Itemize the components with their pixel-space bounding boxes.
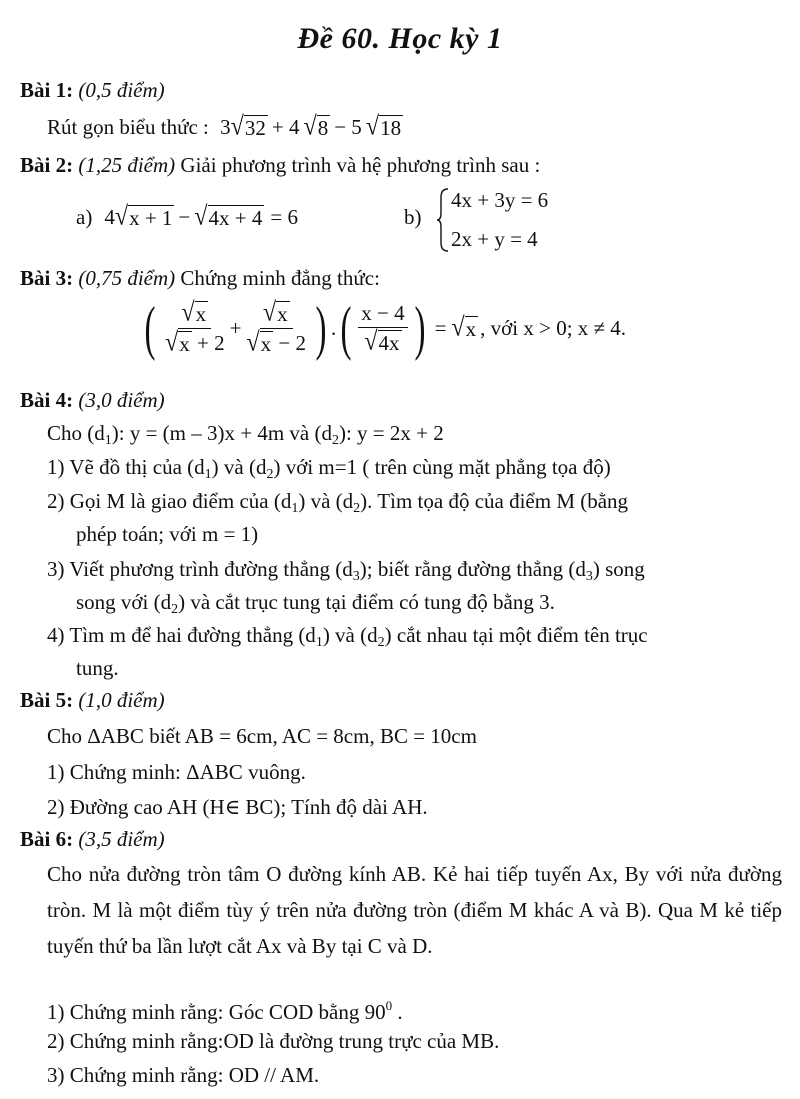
b4-label: Bài 4: xyxy=(20,388,74,412)
b1-radicand-1: 32 xyxy=(244,115,266,140)
b3-f1-den-tail: + 2 xyxy=(196,330,225,355)
b5-line-2: 1) Chứng minh: ΔABC vuông. xyxy=(47,760,306,784)
b1-text: Rút gọn biểu thức : xyxy=(47,115,209,139)
b1-op-1: + 4 xyxy=(271,115,300,139)
b4-item-2 xyxy=(47,488,782,522)
b2-part-a: a) 4 √ x + 1 − √ 4x + 4 = 6 xyxy=(76,201,298,232)
b4-item-sub: 1 xyxy=(204,467,212,482)
b3-f2-den-radicand: x xyxy=(260,331,272,356)
b3-f1-den-radicand: x xyxy=(179,331,190,356)
b3-dot: . xyxy=(331,315,337,340)
b2-header xyxy=(20,152,540,178)
b4-item-sub: 2 xyxy=(377,635,385,650)
b4-item-sub: 3 xyxy=(352,569,360,584)
b6-label: Bài 6: xyxy=(20,827,74,851)
b3-header xyxy=(20,265,380,291)
b2-b-eq2: 2x + y = 4 xyxy=(451,227,538,251)
b4-item-text: ) và (d xyxy=(298,489,354,513)
b4-item-3-cont xyxy=(76,589,555,623)
b1-op-2: − 5 xyxy=(334,115,362,139)
b4-item-sub: 1 xyxy=(291,501,299,516)
b4-item-text: ); biết rằng đường thẳng (d xyxy=(359,557,586,581)
b4-item-sub: 2 xyxy=(171,602,179,617)
b4-item-text: 1) Vẽ đồ thị của (d xyxy=(47,455,205,479)
b3-f1-num: x xyxy=(195,302,207,327)
b6-paragraph: Cho nửa đường tròn tâm O đường kính AB. Kẻ hai tiếp tuyến Ax, By với nửa đường tròn. M là một điểm tùy ý trên nửa đường tròn (điểm M khác A và B). Qua M kẻ tiếp tuyến thứ ba lần lượt cắt Ax và By tại C và D. xyxy=(47,862,782,958)
b4-intro-text: ): y = 2x + 2 xyxy=(338,421,444,445)
b4-points: (3,0 điểm) xyxy=(78,388,165,412)
b2-label: Bài 2: xyxy=(20,153,74,177)
b5-header xyxy=(20,687,165,713)
b4-item-4-cont: tung. xyxy=(76,656,119,680)
b4-item-2-cont: phép toán; với m = 1) xyxy=(76,522,259,546)
b4-item-text: 3) Viết phương trình đường thẳng (d xyxy=(47,557,353,581)
b1-expression: 3 √ 32 + 4 √ 8 − 5 √ 18 xyxy=(220,111,402,142)
b4-item-sub: 3 xyxy=(585,569,593,584)
b4-item-text: ) và (d xyxy=(322,623,378,647)
b3-plus: + xyxy=(229,315,242,340)
b1-radicand-2: 8 xyxy=(317,115,329,140)
b2-a-radicand-2: 4x + 4 xyxy=(208,205,263,230)
b2-system-brace xyxy=(436,188,450,252)
b2-a-radicand-1: x + 1 xyxy=(129,205,173,230)
b3-f3-num: x − 4 xyxy=(358,301,407,328)
b4-item-text: ) và cắt trục tung tại điểm có tung độ bằng 3. xyxy=(178,590,555,614)
page-title: Đề 60. Học kỳ 1 xyxy=(297,22,503,55)
b4-intro-text: ): y = (m – 3)x + 4m và (d xyxy=(111,421,332,445)
b3-f3-den-radicand: 4x xyxy=(378,331,400,356)
b4-item-text: 4) Tìm m để hai đường thẳng (d xyxy=(47,623,316,647)
b3-points: (0,75 điểm) xyxy=(78,266,176,290)
b3-f2-num: x xyxy=(277,302,288,327)
b6-l1-text: 1) Chứng minh rằng: Góc COD bằng 90 xyxy=(47,1000,386,1024)
b4-item-text: 2) Gọi M là giao điểm của (d xyxy=(47,489,292,513)
b2-b-eq1: 4x + 3y = 6 xyxy=(451,188,549,212)
b4-item-text: ) với m=1 ( trên cùng mặt phẳng tọa độ) xyxy=(273,455,611,479)
b1-header xyxy=(20,77,165,103)
b6-line-2: 2) Chứng minh rằng:OD là đường trung trực của MB. xyxy=(47,1029,500,1053)
b5-line-1: Cho ΔABC biết AB = 6cm, AC = 8cm, BC = 10cm xyxy=(47,724,477,748)
b4-item-text: ). Tìm tọa độ của điểm M (bằng xyxy=(360,489,629,513)
b4-item-text: song với (d xyxy=(76,590,172,614)
b6-header xyxy=(20,826,165,852)
b6-points: (3,5 điểm) xyxy=(78,827,165,851)
b2-a-label: a) xyxy=(76,205,93,229)
b3-fraction-2: √ x √ x − 2 xyxy=(246,297,307,357)
b3-fraction-1: √ x √ x + 2 xyxy=(164,297,225,357)
b4-item-4 xyxy=(47,622,648,656)
b3-identity: ( √ x √ x + 2 + √ x √ x − 2 ) . ( x − 4 √ 4x ) = √ x , với x > 0; x ≠ 4. xyxy=(144,295,627,361)
b3-rhs: x xyxy=(465,316,477,341)
b2-b-label: b) xyxy=(404,205,422,229)
b4-item-sub: 2 xyxy=(266,467,274,482)
b4-item-1 xyxy=(47,454,611,488)
b3-text: Chứng minh đẳng thức: xyxy=(180,266,380,290)
b1-label: Bài 1: xyxy=(20,78,74,102)
b3-condition: , với x > 0; x ≠ 4. xyxy=(480,315,627,340)
b4-item-sub: 2 xyxy=(353,501,361,516)
b4-header xyxy=(20,387,165,413)
b2-text: Giải phương trình và hệ phương trình sau : xyxy=(180,153,541,177)
b6-l1-sup: 0 xyxy=(385,998,393,1013)
b4-item-3 xyxy=(47,556,645,590)
b5-points: (1,0 điểm) xyxy=(78,688,165,712)
b2-points: (1,25 điểm) xyxy=(78,153,176,177)
b3-fraction-3: x − 4 √ 4x xyxy=(358,301,407,354)
b1-body xyxy=(47,111,403,142)
b4-item-text: ) cắt nhau tại một điểm tên trục xyxy=(384,623,648,647)
b2-a-op: − xyxy=(178,205,191,229)
b4-intro-sub: 1 xyxy=(104,433,112,448)
b1-points: (0,5 điểm) xyxy=(78,78,165,102)
b1-coef: 3 xyxy=(220,115,231,139)
b4-intro-text: Cho (d xyxy=(47,421,105,445)
b4-intro-sub: 2 xyxy=(331,433,339,448)
b4-intro xyxy=(47,420,444,454)
b2-a-rhs: = 6 xyxy=(270,205,298,229)
b1-radicand-3: 18 xyxy=(380,115,402,140)
b4-item-text: ) và (d xyxy=(211,455,267,479)
b3-label: Bài 3: xyxy=(20,266,74,290)
b6-line-1 xyxy=(47,993,403,1025)
b2-a-coef: 4 xyxy=(104,205,115,229)
b5-label: Bài 5: xyxy=(20,688,74,712)
b6-l1-tail: . xyxy=(392,1000,403,1024)
b5-line-3: 2) Đường cao AH (H∈ BC); Tính độ dài AH. xyxy=(47,795,428,819)
b3-eq: = xyxy=(434,315,447,340)
b3-f2-den-tail: − 2 xyxy=(278,330,307,355)
b4-item-sub: 1 xyxy=(315,635,323,650)
b6-line-3: 3) Chứng minh rằng: OD // AM. xyxy=(47,1063,320,1087)
b4-item-text: ) song xyxy=(592,557,645,581)
